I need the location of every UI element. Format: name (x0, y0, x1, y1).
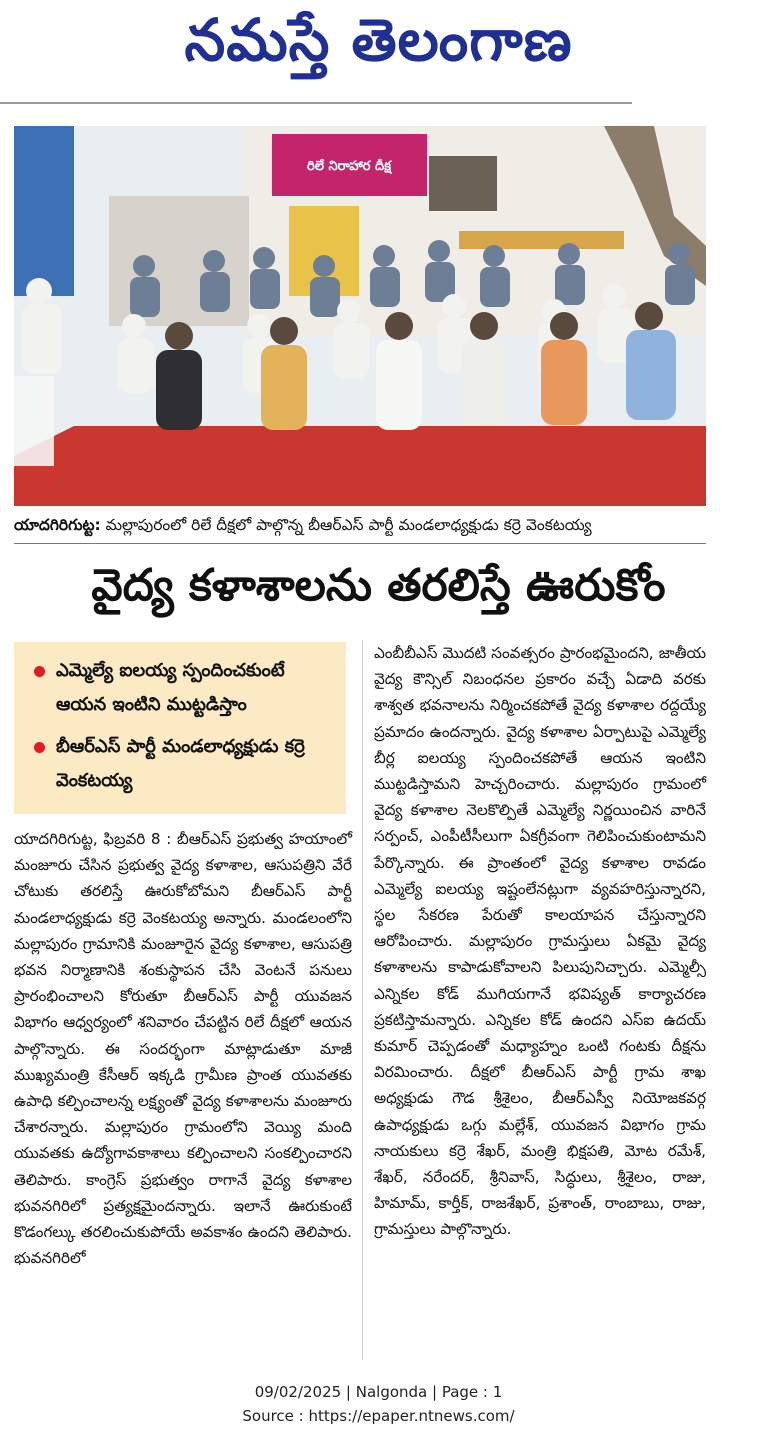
highlight-text: ఎమ్మెల్యే ఐలయ్య స్పందించకుంటే ఆయన ఇంటిని ముట్టడిస్తాం (56, 660, 285, 715)
article-body-left: యాదగిరిగుట్ట, ఫిబ్రవరి 8 : బీఆర్ఎస్ ప్రభుత్వ హయాంలో మంజూరు చేసిన ప్రభుత్వ వైద్య కళాశాల, ఆసుపత్రిని వేరే చోటుకు తరలిస్తే ఊరుకోబోమని బీఆర్ఎస్ పార్టీ మండలాధ్యక్షుడు కర్రె వెంకటయ్య అన్నారు. మండలంలోని మల్లాపురం గ్రామానికి మంజూరైన వైద్య కళాశాల, ఆసుపత్రి భవన నిర్మాణానికి శంకుస్థాపన చేసి వెంటనే పనులు ప్రారంభించాలని కోరుతూ బీఆర్ఎస్ పార్టీ యువజన విభాగం ఆధ్వర్యంలో శనివారం చేపట్టిన రిలే దీక్షలో ఆయన పాల్గొన్నారు. ఈ సందర్భంగా మాట్లాడుతూ మాజీ ముఖ్యమంత్రి కేసీఆర్ ఇక్కడి గ్రామీణ ప్రాంత యువతకు ఉపాధి కల్పించాలన్న లక్ష్యంతో వైద్య కళాశాలను మంజూరు చేశారన్నారు. మల్లాపురం గ్రామంలోని వెయ్యి మంది యువతకు ఉద్యోగావకాశాలు కల్పించాలని సంకల్పించారని తెలిపారు. కాంగ్రెస్ ప్రభుత్వం రాగానే వైద్య కళాశాల భువనగిరిలో ప్రత్యక్షమైందన్నారు. ఇలానే ఊరుకుంటే కొడంగల్కు తరలించుకుపోయే అవకాశం ఉందని తెలిపారు. భువనగిరిలో (14, 830, 352, 1268)
headline: వైద్య కళాశాలను తరలిస్తే ఊరుకోం (91, 560, 666, 611)
footer-dateline: 09/02/2025 | Nalgonda | Page : 1 (254, 1383, 503, 1401)
caption-text: మల్లాపురంలో రిలే దీక్షలో పాల్గొన్న బీఆర్ఎస్ పార్టీ మండలాధ్యక్షుడు కర్రె వెంకటయ్య (100, 516, 592, 534)
highlights-box (14, 642, 346, 814)
newspaper-title: నమస్తే తెలంగాణ (184, 6, 573, 74)
news-photo (14, 126, 706, 506)
photo-caption (14, 512, 706, 538)
footer-source: Source : https://epaper.ntnews.com/ (242, 1407, 515, 1425)
highlight-item (28, 654, 334, 722)
highlight-text: బీఆర్ఎస్ పార్టీ మండలాధ్యక్షుడు కర్రె వెంకటయ్య (56, 736, 305, 791)
banner-text: రిలే నిరాహార దీక్ష (307, 159, 391, 174)
caption-rule (14, 543, 706, 544)
footer (0, 1380, 757, 1428)
caption-place: యాదగిరిగుట్ట: (14, 516, 101, 534)
bullet-icon (34, 666, 45, 677)
masthead-rule (0, 102, 632, 104)
highlight-item (28, 730, 334, 798)
protest-photo-illustration (14, 126, 706, 506)
masthead (0, 0, 757, 108)
article-body-right: ఎంబీబీఎస్ మొదటి సంవత్సరం ప్రారంభమైందని, జాతీయ వైద్య కౌన్సిల్ నిబంధనల ప్రకారం వచ్చే ఏడాది వరకు శాశ్వత భవనాలను నిర్మించకపోతే వైద్య కళాశాల రద్దయ్యే ప్రమాదం ఉందన్నారు. వైద్య కళాశాల ఏర్పాటుపై ఎమ్మెల్యే బీర్ల ఐలయ్య స్పందించకపోతే ఆయన ఇంటిని ముట్టడిస్తామని హెచ్చరించారు. మల్లాపురం గ్రామంలో వైద్య కళాశాల నెలకొల్పితే ఎమ్మెల్యే నిర్ణయించిన వారినే సర్పంచ్, ఎంపీటీసీలుగా ఏకగ్రీవంగా గెలిపించుకుంటామని పేర్కొన్నారు. ఈ ప్రాంతంలో వైద్య కళాశాల రావడం ఎమ్మెల్యే ఐలయ్య ఇష్టంలేనట్లుగా వ్యవహరిస్తున్నారని, స్థల సేకరణ పేరుతో కాలయాపన చేస్తున్నారని ఆరోపించారు. మల్లాపురం గ్రామస్తులు ఏకమై వైద్య కళాశాలను కాపాడుకోవాలని పిలుపునిచ్చారు. ఎమ్మెల్సీ ఎన్నికల కోడ్ ముగియగానే భవిష్యత్ కార్యాచరణ ప్రకటిస్తామన్నారు. ఎన్నికల కోడ్ ఉందని ఎస్ఐ ఉదయ్ కుమార్ చెప్పడంతో మధ్యాహ్నం ఒంటి గంటకు దీక్షను విరమించారు. దీక్షలో బీఆర్ఎస్ పార్టీ గ్రామ శాఖ అధ్యక్షుడు గౌడ శ్రీశైలం, బీఆర్ఎస్వీ నియోజకవర్గ ఉపాధ్యక్షుడు ఒగ్గు మల్లేశ్, యువజన విభాగం గ్రామ నాయకులు కర్రె శేఖర్, మంత్రి భిక్షపతి, మోట రమేశ్, శేఖర్, నరేందర్, శ్రీనివాస్, సిద్ధులు, శ్రీశైలం, రాజు, హిమామ్, కార్తీక్, రాజశేఖర్, ప్రశాంత్, రాంబాబు, రాజు, గ్రామస్తులు పాల్గొన్నారు. (374, 644, 706, 1239)
column-divider (362, 640, 363, 1360)
red-carpet (14, 426, 706, 506)
bullet-icon (34, 742, 45, 753)
